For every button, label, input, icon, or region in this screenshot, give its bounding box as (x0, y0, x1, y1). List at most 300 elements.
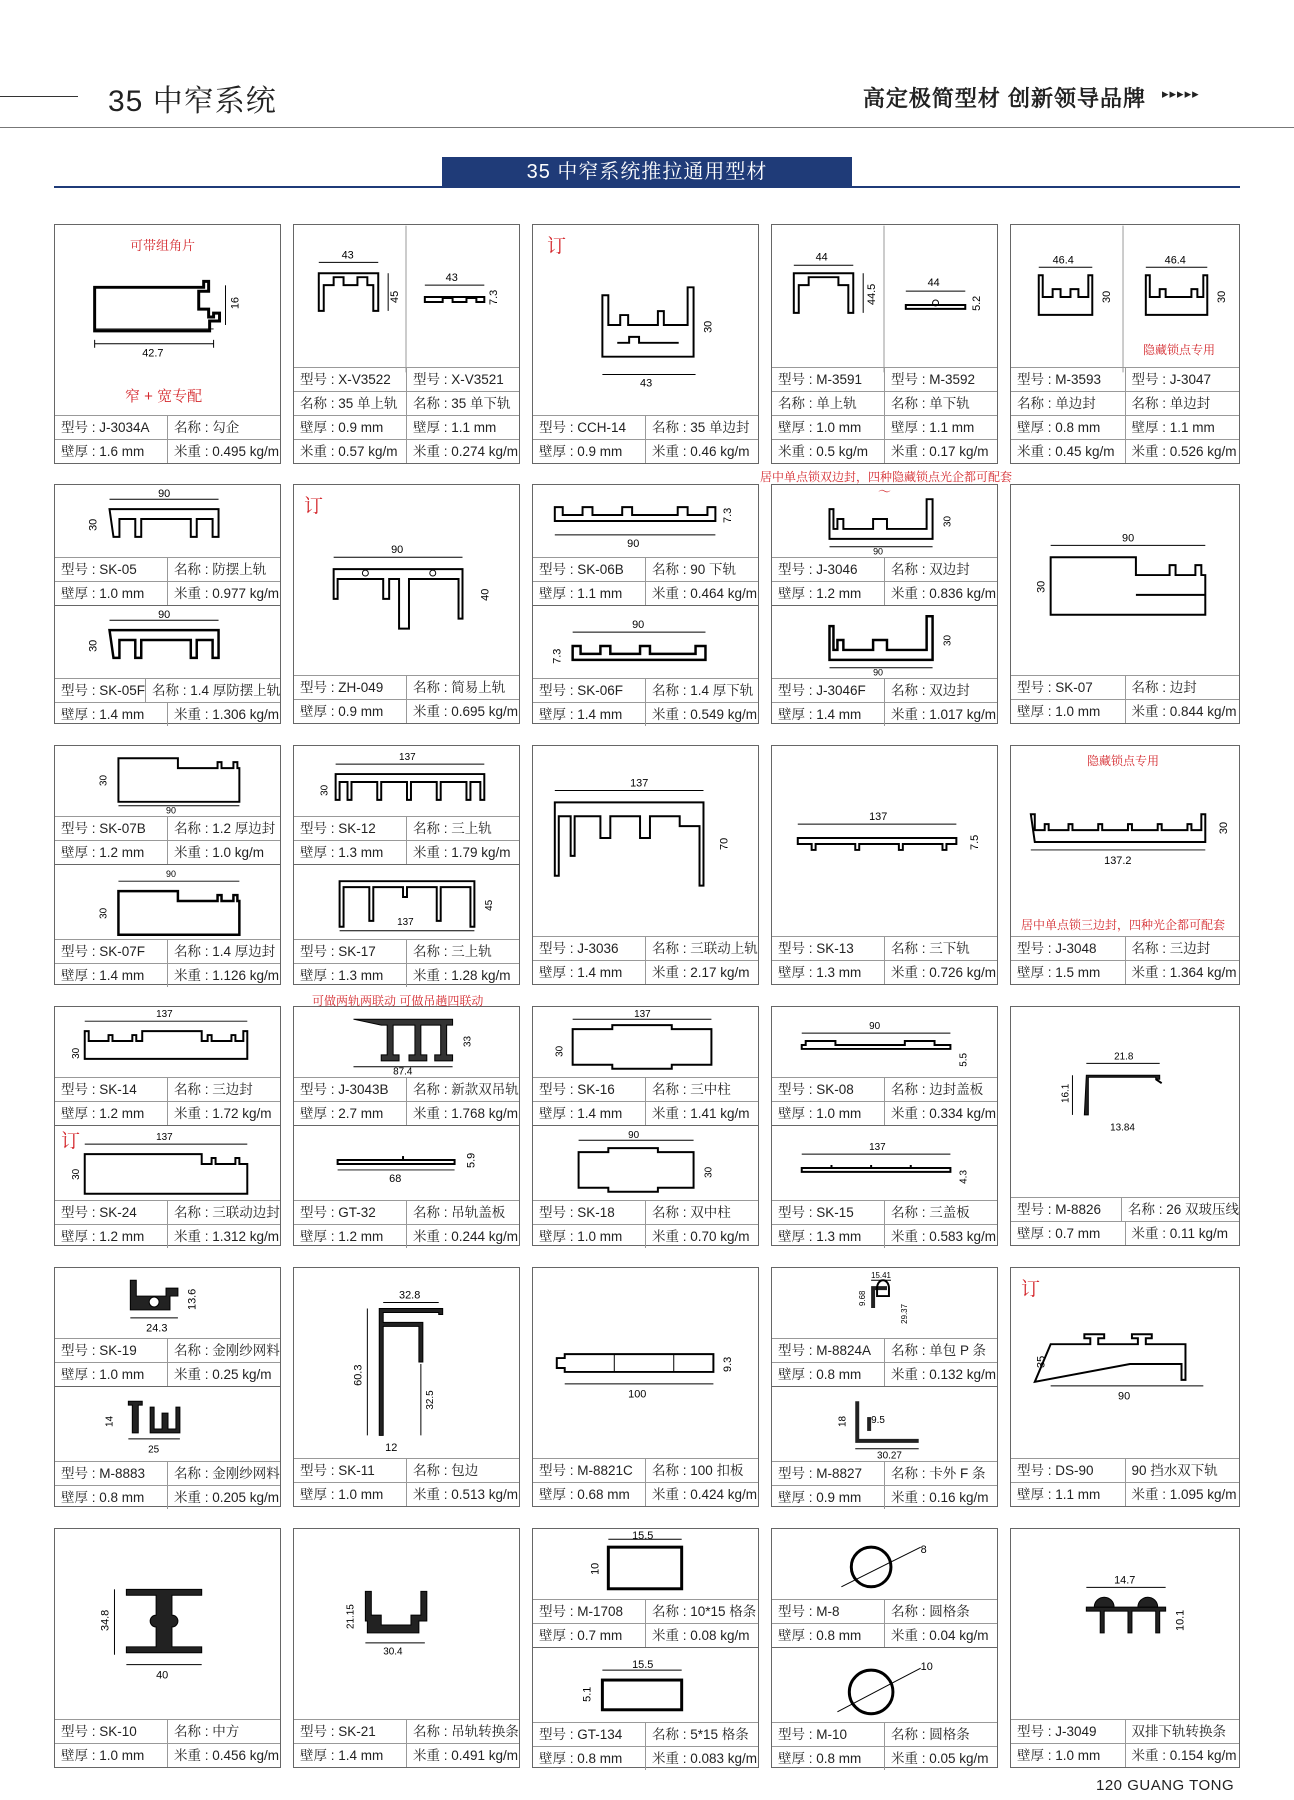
sub-cell-sk17 (294, 864, 519, 987)
spec-row (772, 678, 997, 702)
sub-cell-sk16 (533, 1007, 758, 1125)
spec-name: 名称 : 勾企 (167, 416, 280, 439)
spec-field: 米重 : 1.312 kg/m (167, 1225, 280, 1248)
dimension-label: 100 (628, 1388, 647, 1401)
spec-field: 型号 : M-8826 (1017, 1202, 1102, 1217)
dimension-label: 90 (873, 667, 884, 678)
spec-field: 壁厚 : 1.0 mm (539, 1229, 623, 1244)
spec-field: 米重 : 0.456 kg/m (167, 1744, 280, 1767)
sub-cell-m8 (772, 1529, 997, 1647)
spec-field: 名称 : 圆格条 (884, 1600, 997, 1623)
spec-thickness: 壁厚 : 1.6 mm (61, 444, 145, 459)
spec-field: 名称 : 三中柱 (645, 1078, 758, 1101)
spec-row (1011, 675, 1239, 699)
spec-row (772, 1362, 997, 1386)
spec-row (294, 963, 519, 987)
spec-field: 名称 : 三边封 (167, 1078, 280, 1101)
spec-row (1011, 1743, 1239, 1767)
spec-field: 米重 : 0.25 kg/m (167, 1363, 280, 1386)
spec-row (55, 1338, 280, 1362)
spec-field: 型号 : CCH-14 (539, 420, 627, 435)
spec-field: 米重 : 0.16 kg/m (884, 1486, 997, 1509)
spec-field: 米重 : 0.583 kg/m (884, 1225, 997, 1248)
spec-row (55, 1362, 280, 1386)
dimension-label: 30 (319, 784, 331, 796)
spec-field: 米重 : 0.5 kg/m (778, 444, 869, 459)
spec-field: 米重 : 0.491 kg/m (406, 1744, 519, 1767)
spec-row (294, 1482, 519, 1506)
spec-row (533, 1200, 758, 1224)
spec-row (533, 1599, 758, 1623)
sub-cell-sk07f (55, 864, 280, 987)
spec-field: 型号 : SK-10 (61, 1724, 137, 1739)
sub-cell-gt134 (533, 1647, 758, 1770)
spec-field: 双排下轨转换条 (1125, 1720, 1240, 1743)
profile-drawing (1011, 746, 1239, 940)
spec-row (294, 439, 519, 463)
spec-field: 壁厚 : 1.1 mm (1017, 1487, 1101, 1502)
dimension-label: 68 (389, 1172, 402, 1185)
spec-field: 型号 : M-8883 (61, 1466, 146, 1481)
spec-field: 型号 : M-3593 (1017, 372, 1102, 387)
profile-drawing (772, 225, 997, 373)
spec-field: 型号 : M-10 (778, 1727, 848, 1742)
profile-drawing (55, 1529, 280, 1723)
spec-field: 名称 : 边封 (1125, 676, 1240, 699)
spec-field: 名称 : 三联动边封 (167, 1201, 280, 1224)
spec-row (533, 936, 758, 960)
spec-field: 型号 : SK-06B (539, 562, 624, 577)
spec-field: 壁厚 : 0.8 mm (539, 1751, 623, 1766)
dimension-label: 30 (87, 518, 100, 531)
spec-row (55, 1200, 280, 1224)
dimension-label: 7.5 (969, 834, 982, 850)
product-cell-j3036 (532, 745, 759, 985)
spec-row (533, 1458, 758, 1482)
spec-field: 米重 : 0.334 kg/m (884, 1102, 997, 1125)
dimension-label: 15.5 (632, 1659, 654, 1672)
spec-field: 型号 : SK-21 (300, 1724, 376, 1739)
dimension-label: 13.6 (186, 1288, 199, 1310)
product-cell-j3046 (771, 484, 998, 724)
product-cell-j3034a (54, 224, 281, 464)
spec-row (772, 1077, 997, 1101)
spec-field: 名称 : 1.4 厚防摆上轨 (145, 679, 280, 702)
dimension-label: 90 (166, 869, 176, 880)
spec-field: 型号 : SK-13 (778, 941, 854, 956)
spec-row (294, 675, 519, 699)
spec-row (55, 963, 280, 987)
profile-drawing (772, 746, 997, 940)
dimension-label: 43 (341, 249, 354, 262)
sub-cell-sk14 (55, 1007, 280, 1125)
spec-field: 壁厚 : 1.2 mm (61, 1229, 145, 1244)
spec-field: 壁厚 : 1.4 mm (539, 965, 623, 980)
spec-row (533, 557, 758, 581)
spec-field: 型号 : SK-15 (778, 1205, 854, 1220)
note-linkage: 可做两轨两联动 可做吊趟四联动 (312, 994, 484, 1008)
order-mark: 订 (61, 1131, 81, 1152)
spec-row (55, 702, 280, 726)
spec-row (533, 1623, 758, 1647)
spec-field: 壁厚 : 0.7 mm (1017, 1226, 1101, 1241)
spec-field: 壁厚 : 1.4 mm (539, 1106, 623, 1121)
spec-field: 壁厚 : 0.9 mm (778, 1490, 862, 1505)
spec-field: 名称 : 双边封 (884, 558, 997, 581)
spec-field: 型号 : SK-08 (778, 1082, 854, 1097)
spec-field: 米重 : 0.083 kg/m (645, 1747, 758, 1770)
dimension-label: 40 (156, 1669, 169, 1682)
sub-cell-sk18 (533, 1125, 758, 1248)
sub-cell-sk12 (294, 746, 519, 864)
spec-row (294, 1743, 519, 1767)
spec-field: 型号 : X-V3521 (406, 368, 519, 391)
spec-row (772, 439, 997, 463)
spec-field: 壁厚 : 1.2 mm (61, 845, 145, 860)
spec-table (294, 367, 519, 463)
section-rule (54, 186, 1240, 188)
spec-row (294, 415, 519, 439)
spec-field: 壁厚 : 2.7 mm (300, 1106, 384, 1121)
dimension-label: 24.3 (146, 1322, 168, 1335)
spec-field: 壁厚 : 0.9 mm (300, 704, 384, 719)
spec-row (772, 581, 997, 605)
spec-row (294, 1077, 519, 1101)
spec-row (1011, 391, 1239, 415)
sub-cell-gt32 (294, 1125, 519, 1248)
spec-field: 米重 : 0.08 kg/m (645, 1624, 758, 1647)
dim-height: 16 (229, 296, 242, 310)
spec-field: 壁厚 : 1.3 mm (300, 968, 384, 983)
spec-field: 名称 : 金刚纱网料 (167, 1462, 280, 1485)
profile-drawing (1011, 485, 1239, 679)
spec-field: 米重 : 0.70 kg/m (645, 1225, 758, 1248)
spec-row (772, 1224, 997, 1248)
product-cell-m8826 (1010, 1006, 1240, 1246)
dimension-label: 45 (484, 899, 496, 911)
spec-field: 型号 : J-3043B (300, 1082, 389, 1097)
spec-field: 壁厚 : 1.1 mm (884, 416, 997, 439)
spec-field: 名称 : 圆格条 (884, 1723, 997, 1746)
spec-row (772, 1101, 997, 1125)
spec-row (55, 1224, 280, 1248)
spec-row (55, 1101, 280, 1125)
dimension-label: 137 (156, 1132, 173, 1144)
dimension-label: 9.3 (722, 1356, 735, 1372)
dimension-label: 137 (397, 916, 414, 928)
dimension-label: 29.37 (899, 1304, 909, 1324)
spec-field: 米重 : 0.132 kg/m (884, 1363, 997, 1386)
dimension-label: 30 (1035, 580, 1048, 593)
product-cell-m3591 (771, 224, 998, 464)
order-mark: 订 (1021, 1279, 1041, 1300)
profile-drawing (1011, 1529, 1239, 1723)
spec-field: 壁厚 : 1.5 mm (1017, 965, 1101, 980)
spec-row (533, 960, 758, 984)
spec-row (55, 939, 280, 963)
spec-row (1011, 1197, 1239, 1221)
page-footer (1096, 1777, 1234, 1794)
profile-drawing (1011, 1268, 1239, 1462)
product-cell-sk06b (532, 484, 759, 724)
spec-field: 名称 : 包边 (406, 1459, 519, 1482)
spec-field: 壁厚 : 1.0 mm (61, 1367, 145, 1382)
dimension-label: 7.3 (551, 648, 564, 664)
spec-field: 型号 : GT-32 (300, 1205, 376, 1220)
dimension-label: 21.15 (345, 1604, 357, 1629)
spec-field: 型号 : J-3048 (1017, 941, 1097, 956)
spec-field: 型号 : SK-07B (61, 821, 146, 836)
spec-field: 型号 : M-1708 (539, 1604, 624, 1619)
dimension-label: 10 (920, 1661, 933, 1674)
sub-cell-sk06b (533, 485, 758, 605)
spec-field: 名称 : 中方 (167, 1720, 280, 1743)
spec-field: 名称 : 边封盖板 (884, 1078, 997, 1101)
dimension-label: 44 (927, 277, 940, 290)
spec-row (772, 1599, 997, 1623)
dimension-label: 30 (98, 774, 110, 786)
sub-cell-sk19 (55, 1268, 280, 1386)
dimension-label: 30 (98, 907, 110, 919)
spec-field: 型号 : J-3049 (1017, 1724, 1097, 1739)
dimension-label: 90 (391, 544, 404, 557)
dimension-label: 18 (837, 1415, 849, 1427)
spec-field: 壁厚 : 1.0 mm (61, 1748, 145, 1763)
spec-field: 壁厚 : 1.3 mm (300, 845, 384, 860)
spec-field: 米重 : 0.513 kg/m (406, 1483, 519, 1506)
spec-row (55, 1485, 280, 1509)
dimension-label: 40 (479, 588, 492, 601)
profile-drawing (294, 1268, 519, 1462)
product-cell-m8 (771, 1528, 998, 1768)
sub-cell-m8883 (55, 1386, 280, 1509)
spec-table (55, 415, 280, 463)
dimension-label: 137 (634, 1009, 651, 1021)
spec-field: 壁厚 : 1.0 mm (1017, 1748, 1101, 1763)
spec-field: 名称 : 卡外 F 条 (884, 1462, 997, 1485)
spec-table (533, 415, 758, 463)
spec-row (294, 1200, 519, 1224)
profile-drawing (294, 485, 519, 679)
spec-row (772, 1200, 997, 1224)
spec-field: 名称 : 单上轨 (778, 396, 857, 411)
spec-field: 壁厚 : 1.4 mm (778, 707, 862, 722)
product-cell-j3048 (1010, 745, 1240, 985)
spec-row (294, 391, 519, 415)
spec-field: 壁厚 : 1.4 mm (61, 968, 145, 983)
spec-field: 型号 : SK-17 (300, 944, 376, 959)
spec-row (1011, 415, 1239, 439)
header-slogan: 高定极简型材 创新领导品牌 (862, 86, 1146, 111)
spec-row (55, 678, 280, 702)
product-cell-ds90 (1010, 1267, 1240, 1507)
spec-field: 名称 : 35 单边封 (645, 416, 758, 439)
spec-field: 名称 : 单边封 (1125, 392, 1240, 415)
spec-model: 型号 : J-3034A (61, 420, 150, 435)
spec-row (294, 699, 519, 723)
spec-row (772, 391, 997, 415)
spec-field: 型号 : ZH-049 (300, 680, 384, 695)
spec-field: 型号 : X-V3522 (300, 372, 391, 387)
spec-table (1011, 367, 1239, 463)
spec-row (294, 1224, 519, 1248)
spec-field: 壁厚 : 0.7 mm (539, 1628, 623, 1643)
dimension-label: 32.5 (424, 1390, 436, 1410)
spec-row (1011, 936, 1239, 960)
spec-field: 壁厚 : 1.3 mm (778, 965, 862, 980)
sub-cell-j3046 (772, 485, 997, 605)
spec-row (55, 439, 280, 463)
dimension-label: 13.84 (1110, 1122, 1135, 1134)
spec-row (533, 581, 758, 605)
spec-row (55, 1719, 280, 1743)
spec-row (1011, 699, 1239, 723)
spec-field: 型号 : SK-14 (61, 1082, 137, 1097)
spec-field: 名称 : 三上轨 (406, 817, 519, 840)
dimension-label: 60.3 (352, 1364, 365, 1386)
dimension-label: 137 (630, 777, 649, 790)
dimension-label: 46.4 (1164, 254, 1186, 267)
spec-field: 名称 : 26 双玻压线 (1121, 1198, 1239, 1221)
spec-row (55, 1077, 280, 1101)
dimension-label: 90 (628, 1130, 640, 1142)
arrows-icon: ▸▸▸▸▸ (1162, 86, 1200, 101)
spec-row (294, 840, 519, 864)
spec-table (772, 367, 997, 463)
dimension-label: 87.4 (393, 1066, 413, 1078)
spec-field: 米重 : 0.244 kg/m (406, 1225, 519, 1248)
spec-field: 名称 : 简易上轨 (406, 676, 519, 699)
spec-field: 名称 : 35 单下轨 (406, 392, 519, 415)
sub-cell-sk15 (772, 1125, 997, 1248)
sub-cell-sk07b (55, 746, 280, 864)
spec-row (772, 367, 997, 391)
spec-field: 名称 : 三下轨 (884, 937, 997, 960)
spec-row (533, 678, 758, 702)
spec-field: 米重 : 1.28 kg/m (406, 964, 519, 987)
spec-field: 米重 : 0.836 kg/m (884, 582, 997, 605)
dimension-label: 7.3 (488, 289, 501, 305)
dimension-label: 70 (718, 837, 731, 850)
spec-field: 米重 : 1.306 kg/m (167, 703, 280, 726)
spec-field: 米重 : 0.844 kg/m (1125, 700, 1240, 723)
spec-row (533, 1482, 758, 1506)
dimension-label: 137 (399, 752, 416, 764)
dimension-label: 12 (385, 1442, 398, 1455)
spec-field: 型号 : M-3591 (778, 372, 863, 387)
product-cell-j3043b (293, 1006, 520, 1246)
dimension-label: 5.1 (581, 1686, 594, 1702)
spec-field: 米重 : 1.364 kg/m (1125, 961, 1240, 984)
dimension-label: 90 (158, 609, 171, 622)
spec-field: 名称 : 单包 P 条 (884, 1339, 997, 1362)
dimension-label: 30 (702, 320, 715, 333)
spec-field: 型号 : SK-07F (61, 944, 146, 959)
spec-row (294, 816, 519, 840)
product-cell-m8824a (771, 1267, 998, 1507)
product-cell-sk07b (54, 745, 281, 985)
spec-field: 名称 : 1.4 厚边封 (167, 940, 280, 963)
spec-field: 壁厚 : 1.1 mm (539, 586, 623, 601)
dimension-label: 10 (589, 1562, 602, 1575)
spec-row (55, 1461, 280, 1485)
spec-field: 名称 : 金刚纱网料 (167, 1339, 280, 1362)
spec-field: 米重 : 0.11 kg/m (1125, 1222, 1240, 1245)
spec-field: 名称 : 5*15 格条 (645, 1723, 758, 1746)
spec-row (55, 840, 280, 864)
sub-cell-j3043b (294, 1007, 519, 1125)
spec-field: 米重 : 0.695 kg/m (406, 700, 519, 723)
dimension-label: 137 (869, 811, 888, 824)
spec-field: 名称 : 三联动上轨 (645, 937, 758, 960)
spec-field: 型号 : SK-18 (539, 1205, 615, 1220)
dimension-label: 90 (627, 537, 640, 550)
spec-row (772, 415, 997, 439)
product-cell-xv3522 (293, 224, 520, 464)
sub-cell-m1708 (533, 1529, 758, 1647)
spec-field: 名称 : 单边封 (1017, 396, 1096, 411)
dimension-label: 5.5 (958, 1052, 970, 1067)
spec-row (772, 557, 997, 581)
profile-drawing (1011, 1007, 1239, 1201)
spec-field: 米重 : 0.205 kg/m (167, 1486, 280, 1509)
dimension-label: 5.9 (465, 1152, 478, 1168)
product-cell-sk05 (54, 484, 281, 724)
note-hidden-lock: 隐藏锁点专用 (1143, 343, 1216, 357)
spec-row (533, 1224, 758, 1248)
spec-field: 米重 : 1.768 kg/m (406, 1102, 519, 1125)
dimension-label: 137 (156, 1009, 173, 1021)
spec-field: 名称 : 吊轨盖板 (406, 1201, 519, 1224)
dimension-label: 32.8 (399, 1289, 421, 1302)
spec-row (772, 960, 997, 984)
spec-field: 型号 : SK-24 (61, 1205, 137, 1220)
dimension-label: 30 (70, 1047, 82, 1059)
spec-row (772, 936, 997, 960)
spec-row (772, 702, 997, 726)
dimension-label: 30 (942, 515, 954, 527)
spec-row (772, 1623, 997, 1647)
spec-field: 米重 : 0.17 kg/m (884, 440, 997, 463)
spec-field: 型号 : SK-05 (61, 562, 137, 577)
spec-field: 壁厚 : 1.4 mm (539, 707, 623, 722)
spec-field: 名称 : 防摆上轨 (167, 558, 280, 581)
sub-cell-sk05f (55, 605, 280, 726)
profile-drawing (294, 225, 519, 373)
sub-cell-m8824a (772, 1268, 997, 1386)
spec-row (533, 1722, 758, 1746)
spec-field: 名称 : 吊轨转换条 (406, 1720, 519, 1743)
spec-field: 壁厚 : 0.8 mm (778, 1751, 862, 1766)
dimension-label: 8 (920, 1544, 927, 1557)
dimension-label: 16.1 (1060, 1083, 1072, 1104)
spec-row (294, 939, 519, 963)
dimension-label: 90 (1118, 1390, 1131, 1403)
dimension-label: 4.3 (958, 1170, 970, 1184)
dimension-label: 30.4 (383, 1646, 403, 1658)
spec-row (772, 1338, 997, 1362)
header-rule-left (0, 96, 78, 97)
spec-field: 型号 : SK-19 (61, 1343, 137, 1358)
dimension-label: 46.4 (1052, 254, 1074, 267)
spec-row (1011, 439, 1239, 463)
spec-field: 型号 : SK-12 (300, 821, 376, 836)
profile-drawing (533, 1268, 758, 1462)
profile-drawing (533, 225, 758, 419)
spec-field: 米重 : 0.526 kg/m (1125, 440, 1240, 463)
dimension-label: 5.2 (971, 295, 984, 311)
order-mark: 订 (304, 496, 324, 517)
